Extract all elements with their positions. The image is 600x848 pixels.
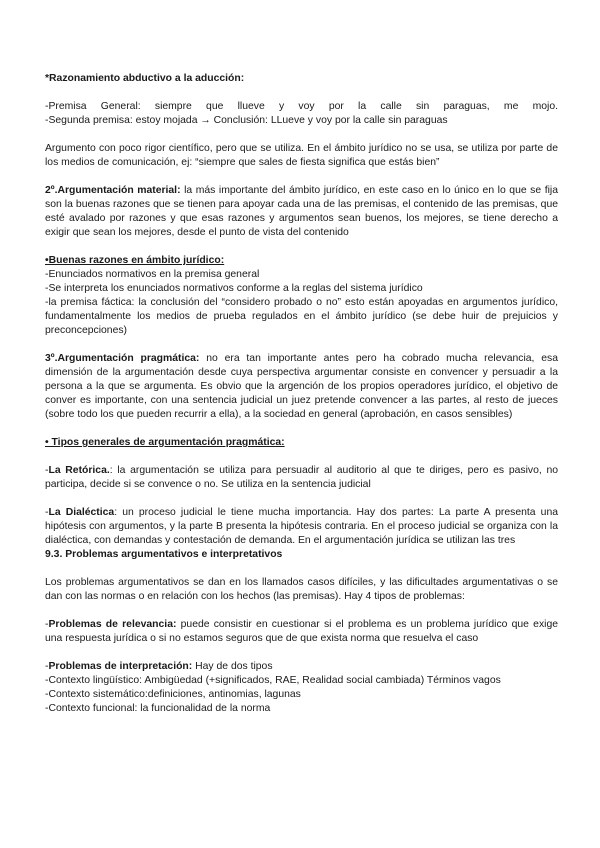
text-pragmatica: no era tan importante antes pero ha cobrado mucha relevancia, esa dimensión de la argumentación desde cuya perspectiva argumentar consiste en convencer y persuadir a la persona a la que se argumenta. Es obvio que la argención de los propios operadores jurídico, el objetivo de conver es importante, con una sentencia judicial un juez pretende convencer a las partes, al resto de jueces (sobre todo los que pueden recurrir a ella), a la sociedad en general (aprobación, en casos sensibles) (45, 353, 558, 420)
heading-buenas-razones: •Buenas razones en ámbito jurídico: (45, 255, 225, 266)
dash: - (45, 619, 49, 630)
paragraph-dialectica (45, 506, 558, 548)
text-relevancia: puede consistir en cuestionar si el problema es un problema jurídico que exige una respuesta jurídica o si no estamos seguros que de que exista norma que resuelva el caso (45, 619, 558, 644)
paragraph-pragmatica (45, 352, 558, 422)
paragraph-interpretacion (45, 660, 558, 674)
document-page (45, 72, 558, 716)
paragraph-problemas: Los problemas argumentativos se dan en los llamados casos difíciles, y las dificultades argumentativas o se dan con las normas o en relación con los hechos (las premisas). Hay 4 tipos de problemas: (45, 577, 558, 602)
paragraph-material (45, 184, 558, 240)
paragraph-relevancia (45, 618, 558, 646)
list-item: -Enunciados normativos en la premisa general (45, 269, 260, 280)
text-interpretacion: Hay de dos tipos (192, 661, 273, 672)
text-material: la más importante del ámbito jurídico, en este caso en lo único en lo que se fija son la buenas razones que se tienen para apoyar cada una de las premisas, el contenido de las premisas, que esté avalado por razones y que esas razones y argumentos sean buenos, los mejores, se tiene derecho a exigir que sean los mejores, desde el punto de vista del contenido (45, 185, 558, 238)
dash: - (45, 661, 49, 672)
list-item: -Contexto sistemático:definiciones, antinomias, lagunas (45, 689, 301, 700)
text-retorica: : la argumentación se utiliza para persuadir al auditorio al que te diriges, pero es pasivo, no participa, decide si se convence o no. Se utiliza en la sentencia judicial (45, 465, 558, 490)
heading-problemas: 9.3. Problemas argumentativos e interpretativos (45, 549, 283, 560)
paragraph-abductivo: Argumento con poco rigor científico, pero que se utiliza. En el ámbito jurídico no se usa, se utiliza por parte de los medios de comunicación, ej: “siempre que sales de fiesta significa que estás bien” (45, 143, 558, 168)
segunda-premisa: -Segunda premisa: estoy mojada → Conclusión: LLueve y voy por la calle sin paraguas (45, 115, 448, 126)
text-dialectica: : un proceso judicial le tiene mucha importancia. Hay dos partes: La parte A presenta una hipótesis con argumentos, y la parte B presenta la hipótesis contraria. En el proceso judicial se organiza con la dialéctica, con demandas y contestación de demanda. En el argumentación jurídica se utilizan las tres (45, 507, 558, 546)
list-item: -Se interpreta los enunciados normativos conforme a la reglas del sistema jurídico (45, 283, 423, 294)
label-retorica: La Retórica. (48, 465, 110, 476)
heading-abductivo: *Razonamiento abductivo a la aducción: (45, 73, 245, 84)
heading-material: 2º.Argumentación material: (45, 185, 181, 196)
label-interpretacion: Problemas de interpretación: (48, 661, 193, 672)
list-item: -Contexto funcional: la funcionalidad de la norma (45, 703, 271, 714)
heading-pragmatica: 3º.Argumentación pragmática: (45, 353, 200, 364)
paragraph-retorica (45, 464, 558, 492)
label-relevancia: Problemas de relevancia: (48, 619, 177, 630)
premisa-general: -Premisa General: siempre que llueve y voy por la calle sin paraguas, me mojo. (45, 101, 558, 112)
list-item: -la premisa fáctica: la conclusión del “considero probado o no” esto están apoyadas en argumentos jurídico, fundamentalmente los medios de prueba regulados en el ámbito jurídico (se debe huir de prejuicios y preconcepciones) (45, 297, 558, 336)
list-item: -Contexto lingüístico: Ambigüedad (+significados, RAE, Realidad social cambiada) Términos vagos (45, 675, 501, 686)
dash: - (45, 507, 49, 518)
heading-tipos-pragmatica: • Tipos generales de argumentación pragmática: (45, 437, 285, 448)
dash: - (45, 465, 49, 476)
label-dialectica: La Dialéctica (48, 507, 115, 518)
